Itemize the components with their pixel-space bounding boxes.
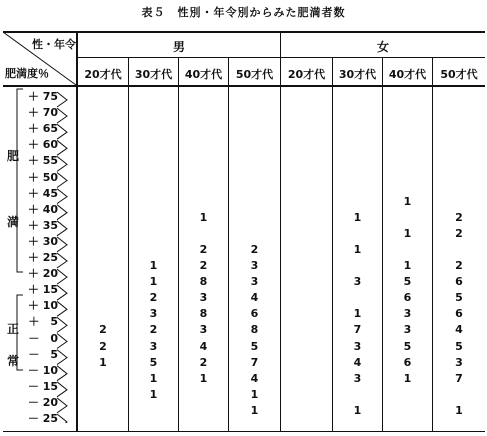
table-cell: 6 — [403, 291, 412, 305]
table-cell: 1 — [403, 226, 412, 240]
category-normal-char: 正 — [7, 322, 20, 336]
row-label: － 5 — [28, 347, 58, 361]
normal-bracket — [14, 294, 24, 372]
scale-chevron — [57, 108, 67, 123]
row-label: ＋ 50 — [27, 170, 58, 184]
table-cell: 5 — [455, 291, 463, 305]
table-cell: 2 — [455, 226, 463, 240]
category-obese-char: 満 — [7, 215, 20, 229]
table-cell: 3 — [353, 275, 362, 289]
row-label: ＋ 70 — [27, 106, 58, 120]
row-label: ＋ 45 — [27, 186, 58, 200]
row-label: － 0 — [28, 331, 58, 345]
table-cell: 1 — [149, 371, 158, 385]
row-label: ＋ 15 — [27, 283, 58, 297]
group-header-male: 男 — [172, 40, 185, 54]
table-cell: 2 — [455, 210, 463, 224]
scale-chevron — [57, 189, 67, 204]
row-label: ＋ 30 — [27, 234, 58, 248]
table-cell: 2 — [149, 323, 158, 337]
table-cell: 8 — [199, 307, 208, 321]
scale-chevron — [57, 92, 67, 107]
table-cell: 1 — [403, 194, 412, 208]
age-header: 20才代 — [84, 68, 122, 81]
table-cell: 3 — [199, 291, 208, 305]
stub-divider — [76, 32, 78, 432]
scale-chevron — [57, 173, 67, 188]
group-divider — [280, 32, 281, 432]
table-cell: 1 — [403, 259, 412, 272]
table-cell: 1 — [353, 210, 362, 224]
table-cell: 5 — [455, 339, 463, 353]
scale-chevron — [57, 301, 67, 316]
table-cell: 1 — [199, 210, 208, 224]
scale-chevron — [57, 398, 67, 413]
scale-chevron — [57, 156, 67, 171]
table-cell: 6 — [455, 275, 463, 289]
table-cell: 3 — [455, 355, 463, 369]
row-label: ＋ 75 — [27, 90, 58, 103]
table-cell: 1 — [353, 403, 362, 417]
table-cell: 1 — [149, 275, 158, 289]
row-label: ＋ 10 — [27, 299, 58, 313]
row-label: ＋ 65 — [27, 122, 58, 136]
table-cell: 1 — [403, 371, 412, 385]
table-cell: 5 — [149, 355, 158, 369]
table-cell: 2 — [99, 339, 107, 353]
corner-header-obesity: 肥満度％ — [5, 67, 49, 80]
table-cell: 3 — [149, 339, 158, 353]
table-cell: 1 — [199, 371, 208, 385]
category-obese-char: 肥 — [7, 149, 20, 163]
scale-chevron — [57, 285, 67, 300]
table-cell: 1 — [250, 403, 259, 417]
table-cell: 2 — [455, 259, 463, 272]
table-cell: 1 — [149, 387, 158, 401]
table-cell: 6 — [250, 307, 259, 321]
obese-bracket — [14, 88, 24, 273]
age-header-rule — [77, 57, 485, 58]
table-cell: 1 — [99, 355, 107, 369]
table-cell: 3 — [403, 307, 412, 321]
table-cell: 4 — [199, 339, 208, 353]
table-cell: 3 — [353, 371, 362, 385]
group-header-female: 女 — [376, 40, 389, 54]
row-label: － 20 — [27, 395, 58, 409]
scale-chevron — [57, 253, 67, 268]
age-header: 30才代 — [338, 68, 377, 81]
table-cell: 3 — [403, 323, 412, 337]
row-label: － 25 — [27, 412, 58, 425]
table-cell: 4 — [353, 355, 362, 369]
table-cell: 2 — [199, 259, 208, 272]
scale-chevron — [57, 317, 67, 332]
table-cell: 2 — [99, 323, 107, 337]
age-header: 20才代 — [287, 68, 326, 81]
table-title: 表５ 性別・年令別からみた肥満者数 — [141, 6, 346, 19]
table-cell: 1 — [353, 242, 362, 256]
table-cell: 2 — [199, 242, 208, 256]
table-cell: 8 — [250, 323, 259, 337]
table-cell: 3 — [250, 259, 259, 272]
age-header: 50才代 — [235, 68, 274, 81]
row-label: ＋ 40 — [27, 202, 58, 216]
table-cell: 7 — [353, 323, 362, 337]
table-cell: 4 — [250, 371, 259, 385]
table-cell: 2 — [250, 242, 259, 256]
age-header: 50才代 — [440, 68, 478, 81]
age-header: 40才代 — [388, 68, 427, 81]
table-cell: 5 — [403, 275, 412, 289]
table-cell: 1 — [455, 403, 463, 417]
age-header: 30才代 — [134, 68, 173, 81]
table-cell: 3 — [149, 307, 158, 321]
table-cell: 8 — [199, 275, 208, 289]
row-label: ＋ 35 — [27, 218, 58, 232]
table-cell: 2 — [199, 355, 208, 369]
row-label: ＋ 20 — [27, 267, 58, 281]
row-label: ＋ 60 — [27, 138, 58, 152]
scale-chevron — [57, 221, 67, 236]
table-cell: 3 — [250, 275, 259, 289]
table-cell: 7 — [250, 355, 259, 369]
row-label: ＋ 55 — [27, 154, 58, 168]
table-cell: 5 — [250, 339, 259, 353]
age-header: 40才代 — [184, 68, 223, 81]
scale-chevron — [57, 334, 67, 349]
table-cell: 4 — [250, 291, 259, 305]
row-label: ＋ 5 — [28, 315, 58, 329]
row-label: － 15 — [27, 379, 58, 393]
table-cell: 5 — [403, 339, 412, 353]
row-label: ＋ 25 — [27, 251, 58, 264]
scale-chevron — [57, 124, 67, 139]
scale-chevron — [57, 140, 67, 155]
table-cell: 1 — [353, 307, 362, 321]
scale-chevron — [57, 237, 67, 252]
scale-chevrons — [56, 91, 76, 423]
table-cell: 4 — [455, 323, 463, 337]
table-cell: 3 — [199, 323, 208, 337]
scale-chevron — [57, 350, 67, 365]
row-label: － 10 — [27, 363, 58, 377]
corner-header-sex-age: 性・年令 — [32, 38, 76, 51]
table-cell: 1 — [250, 387, 259, 401]
scale-chevron — [57, 205, 67, 220]
category-normal-char: 常 — [7, 354, 20, 368]
table-cell: 7 — [455, 371, 463, 385]
table-cell: 3 — [353, 339, 362, 353]
scale-chevron — [57, 366, 67, 381]
table-cell: 2 — [149, 291, 158, 305]
scale-chevron — [57, 269, 67, 284]
table-cell: 6 — [455, 307, 463, 321]
scale-chevron — [57, 382, 67, 397]
scale-chevron — [57, 414, 67, 423]
table-cell: 1 — [149, 259, 158, 272]
table-cell: 6 — [403, 355, 412, 369]
